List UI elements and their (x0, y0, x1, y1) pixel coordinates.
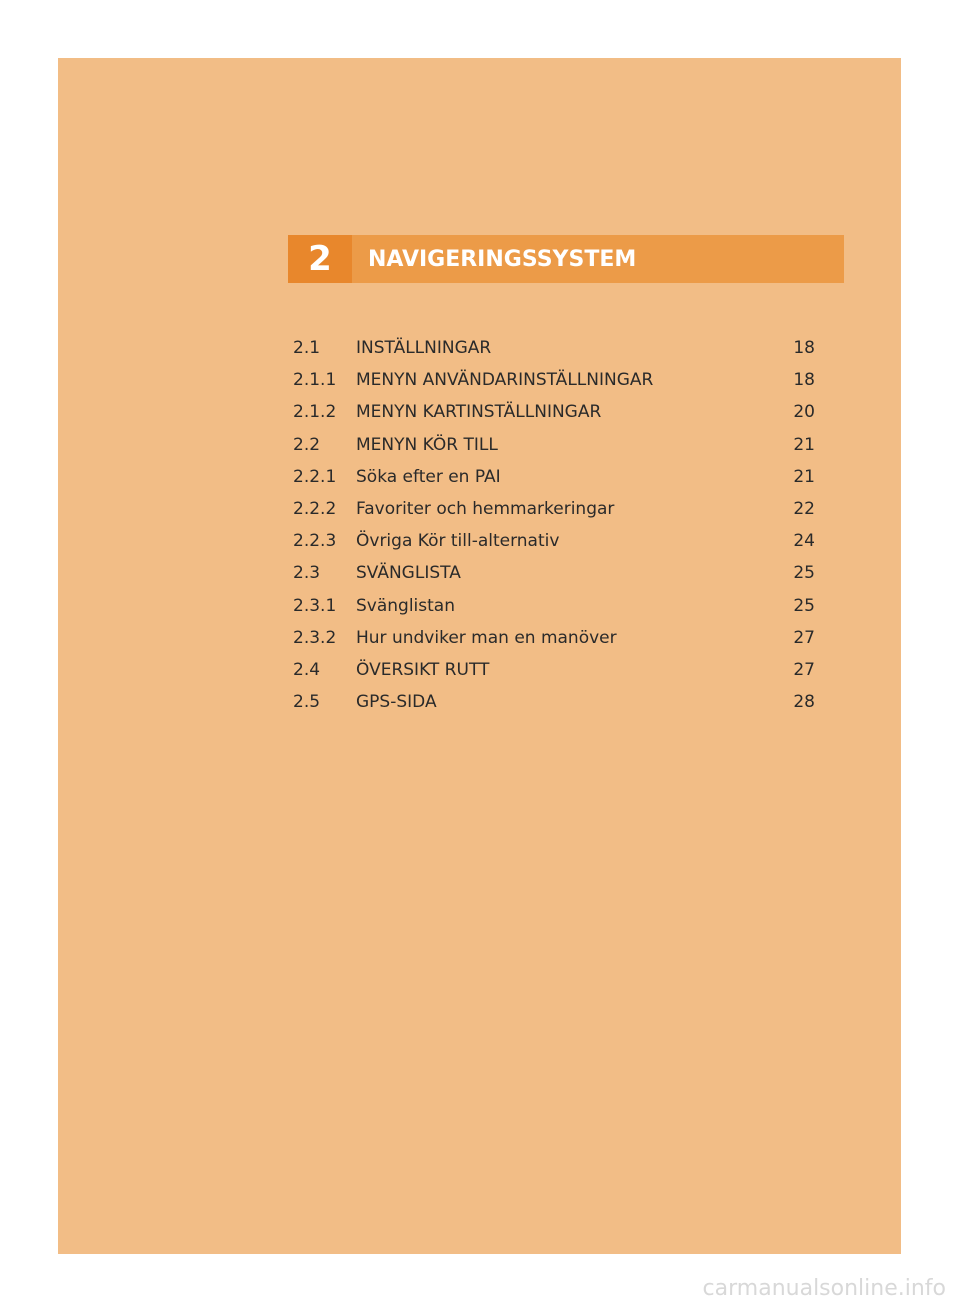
toc-entry-title: INSTÄLLNINGAR (356, 338, 492, 359)
toc-entry-title: MENYN KARTINSTÄLLNINGAR (356, 402, 602, 423)
toc-entry-number: 2.2.1 (293, 466, 337, 487)
toc-entry[interactable] (293, 686, 815, 718)
toc-entry-number: 2.3.2 (293, 627, 337, 648)
chapter-title: NAVIGERINGSSYSTEM (352, 235, 844, 283)
toc-entry[interactable] (293, 364, 815, 396)
toc-entry-number: 2.3 (293, 563, 321, 584)
toc-entry-page: 18 (793, 370, 815, 391)
toc-entry-page: 27 (793, 659, 815, 680)
toc-entry[interactable] (293, 525, 815, 557)
toc-entry-number: 2.1.2 (293, 402, 337, 423)
toc-entry-number: 2.3.1 (293, 595, 337, 616)
toc-entry-page: 27 (793, 627, 815, 648)
chapter-number: 2 (288, 235, 352, 283)
toc-entry-number: 2.4 (293, 659, 321, 680)
toc-entry-title: Söka efter en PAI (356, 466, 501, 487)
toc-entry-number: 2.1 (293, 338, 321, 359)
toc-entry[interactable] (293, 590, 815, 622)
toc-entry[interactable] (293, 332, 815, 364)
toc-entry-title: SVÄNGLISTA (356, 563, 461, 584)
toc-entry-page: 25 (793, 595, 815, 616)
toc-entry[interactable] (293, 461, 815, 493)
chapter-header (288, 235, 844, 283)
toc-entry[interactable] (293, 396, 815, 428)
toc-entry[interactable] (293, 622, 815, 654)
toc-entry-number: 2.2.3 (293, 531, 337, 552)
toc-entry-page: 28 (793, 692, 815, 713)
toc-entry-title: ÖVERSIKT RUTT (356, 659, 490, 680)
toc-entry-number: 2.1.1 (293, 370, 337, 391)
toc-entry-title: Favoriter och hemmarkeringar (356, 499, 615, 520)
toc-entry-title: Övriga Kör till-alternativ (356, 531, 560, 552)
toc-entry-number: 2.5 (293, 692, 321, 713)
table-of-contents (293, 332, 815, 718)
toc-entry-number: 2.2.2 (293, 499, 337, 520)
toc-entry-title: MENYN ANVÄNDARINSTÄLLNINGAR (356, 370, 654, 391)
toc-entry[interactable] (293, 429, 815, 461)
toc-entry-page: 18 (793, 338, 815, 359)
toc-entry-page: 22 (793, 499, 815, 520)
watermark: carmanualsonline.info (702, 1276, 946, 1301)
toc-entry-title: MENYN KÖR TILL (356, 434, 498, 455)
toc-entry-title: Hur undviker man en manöver (356, 627, 617, 648)
toc-entry-title: GPS-SIDA (356, 692, 437, 713)
toc-entry[interactable] (293, 654, 815, 686)
toc-entry[interactable] (293, 493, 815, 525)
toc-entry-title: Svänglistan (356, 595, 455, 616)
toc-entry-page: 25 (793, 563, 815, 584)
toc-entry-number: 2.2 (293, 434, 321, 455)
toc-entry[interactable] (293, 557, 815, 589)
toc-entry-page: 21 (793, 434, 815, 455)
toc-entry-page: 21 (793, 466, 815, 487)
toc-entry-page: 20 (793, 402, 815, 423)
toc-entry-page: 24 (793, 531, 815, 552)
